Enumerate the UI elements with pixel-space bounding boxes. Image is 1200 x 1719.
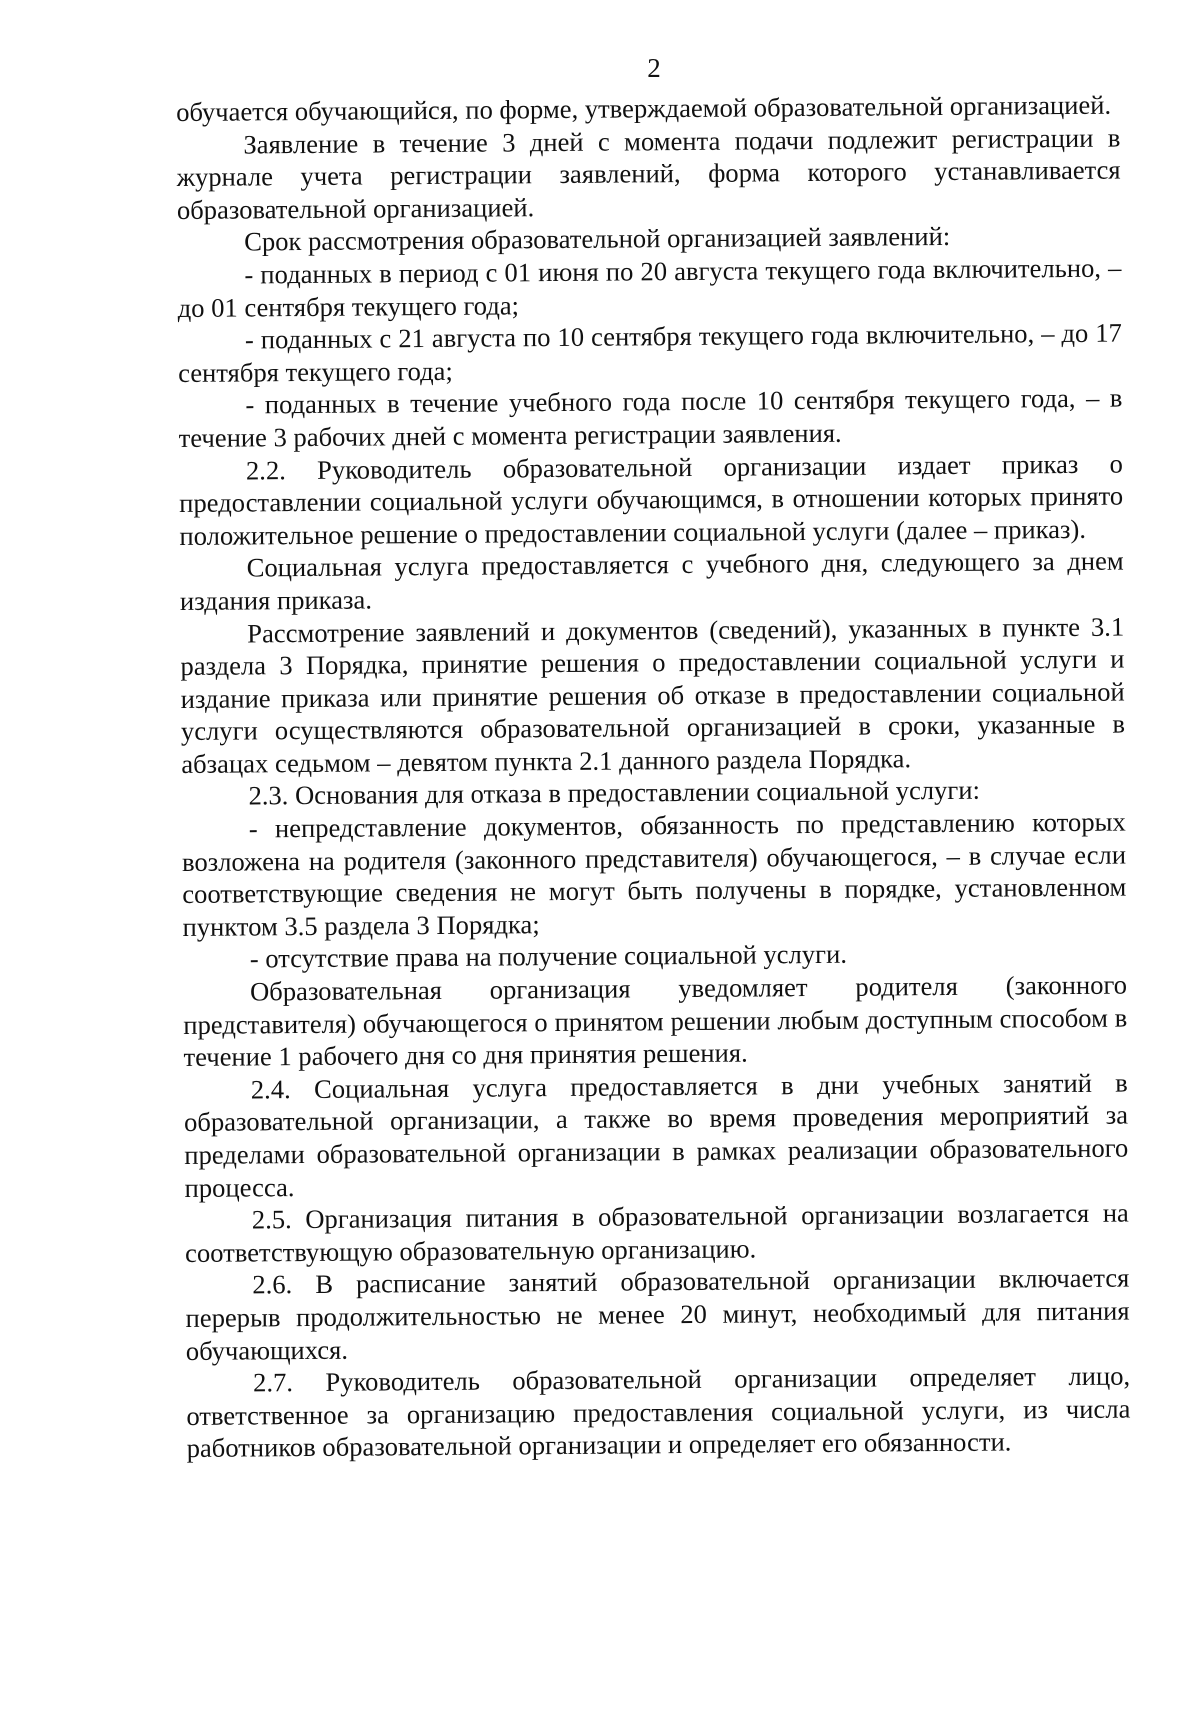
paragraph-service-start: Социальная услуга предоставляется с учебного дня, следующего за днем издания приказа. [179, 545, 1124, 616]
list-item-missing-documents: - непредставление документов, обязанность по представлению которых возложена на родителя (законного представителя) обучающегося, – в случае если соответствующие сведения не могут быть получены в порядке, установленном пунктом 3.5 раздела 3 Порядка; [181, 806, 1127, 942]
list-item-no-right: - отсутствие права на получение социальной услуги. [249, 939, 848, 974]
page-number: 2 [647, 53, 661, 83]
paragraph-review-period: Срок рассмотрения образовательной организацией заявлений: [244, 221, 951, 257]
list-item-june-august: - поданных в период с 01 июня по 20 августа текущего года включительно, – до 01 сентября текущего года; [177, 252, 1122, 323]
list-item-school-year: - поданных в течение учебного года после 10 сентября текущего года, – в течение 3 рабочих дней с момента регистрации заявления. [178, 382, 1123, 453]
paragraph-2-2: 2.2. Руководитель образовательной организации издает приказ о предоставлении социальной услуги обучающимся, в отношении которых принято положительное решение о предоставлении социальной услуги (далее – приказ). [179, 448, 1124, 551]
paragraph-continuation: обучается обучающийся, по форме, утверждаемой образовательной организацией. [176, 89, 1112, 127]
paragraph-2-3: 2.3. Основания для отказа в предоставлении социальной услуги: [248, 775, 981, 811]
paragraph-application-registration: Заявление в течение 3 дней с момента подачи подлежит регистрации в журнале учета регистрации заявлений, форма которого устанавливается образовательной организацией. [176, 122, 1121, 225]
list-item-august-september: - поданных с 21 августа по 10 сентября текущего года включительно, – до 17 сентября текущего года; [178, 317, 1123, 388]
paragraph-notification: Образовательная организация уведомляет родителя (законного представителя) обучающегося о принятом решении любым доступным способом в течение 1 рабочего дня со дня принятия решения. [183, 969, 1128, 1073]
paragraph-2-4: 2.4. Социальная услуга предоставляется в дни учебных занятий в образовательной организации, а также во время проведения мероприятий за пределами образовательной организации в рамках реализации образовательного процесса. [183, 1067, 1129, 1203]
paragraph-review-documents: Рассмотрение заявлений и документов (сведений), указанных в пункте 3.1 раздела 3 Порядка, принятие решения о предоставлении социальной услуги и издание приказа или принятие решения об отказе в предоставлении социальной услуги осуществляются образовательной организацией в сроки, указанные в абзацах седьмом – девятом пункта 2.1 данного раздела Порядка. [180, 611, 1126, 779]
paragraph-2-5: 2.5. Организация питания в образовательной организации возлагается на соответствующую образовательную организацию. [184, 1197, 1129, 1268]
paragraph-2-6: 2.6. В расписание занятий образовательной организации включается перерыв продолжительностью не менее 20 минут, необходимый для питания обучающихся. [185, 1262, 1130, 1366]
paragraph-2-7: 2.7. Руководитель образовательной организации определяет лицо, ответственное за организацию предоставления социальной услуги, из числа работников образовательной организации и определяет его обязанности. [186, 1360, 1131, 1464]
document-body [176, 89, 1131, 1465]
